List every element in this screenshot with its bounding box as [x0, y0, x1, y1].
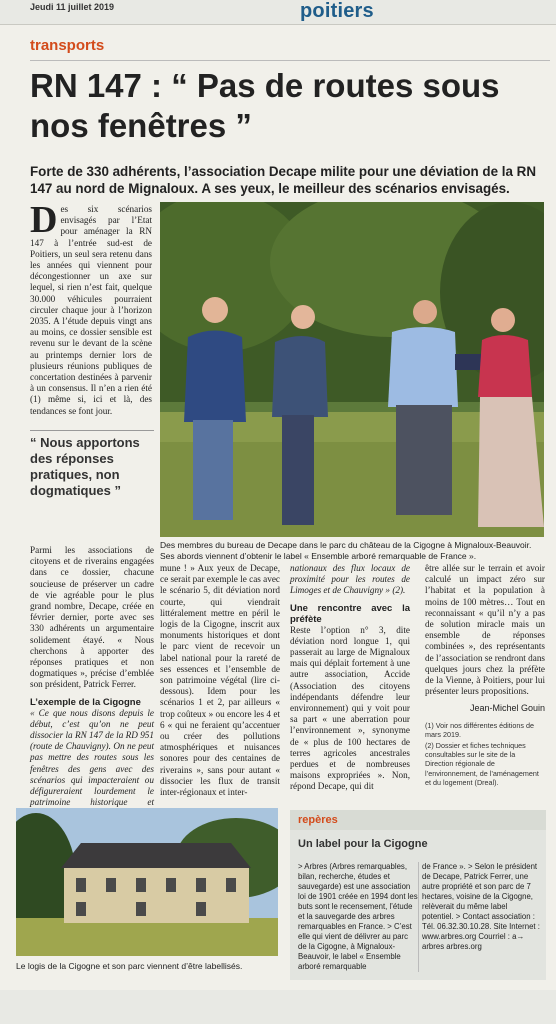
section-kicker: transports	[30, 37, 105, 54]
divider	[30, 60, 550, 61]
reperes-right-column: de France ». > Selon le président de Decape, Patrick Ferrer, une autre propriété et son parc de 7 hectares, voisine de la Cigogne, relèverait du même label potentiel. > Contact association : Tél. 06.32.30.10.28. Site Internet : www.arbres.org Courriel : a→ arbres arbres.org	[422, 862, 540, 951]
page-footer	[0, 990, 556, 1024]
reperes-title: Un label pour la Cigogne	[298, 838, 428, 850]
column-3-text-a: nationaux des flux locaux de proximité pour les routes de Limoges et de Chauvigny » (2).	[290, 563, 410, 596]
chateau-photo	[16, 808, 278, 956]
section-town: poitiers	[300, 0, 374, 22]
byline: Jean-Michel Gouin	[469, 703, 545, 714]
group-photo	[160, 202, 544, 537]
page-header	[0, 0, 556, 25]
reperes-divider	[418, 862, 419, 972]
column-4-text: être allée sur le terrain et avoir calculé un impact zéro sur l’habitat et la population à moins de 100 mètres… Tout en reconnaissant « qu’il n’y a pas de solution miracle mais un ensemble de réponses combinées », des représentants de l’association se rendront dans quelques jours chez la préfète de la Vienne, à Poitiers, pour lui présenter leurs propositions.	[425, 563, 545, 697]
pull-quote-text: “ Nous apportons des réponses pratiques, non dogmatiques ”	[30, 435, 140, 498]
column-3	[290, 563, 410, 793]
column-4	[425, 563, 545, 787]
drop-cap: D	[30, 199, 58, 241]
column-1-text-b: « Ce que nous disons depuis le début, c’est qu’on ne peut dissocier la RN 147 de la RD 951 (route de Chauvigny). On ne peut pas mettre des routes sous les fenêtres des gens avec des scénarios qui impacteraient ou défigureraient lourdement le patrimoine historique et	[30, 707, 154, 808]
subhead-prefete: Une rencontre avec la préfète	[290, 602, 410, 625]
headline: RN 147 : “ Pas de routes sous nos fenêtres ”	[30, 67, 500, 144]
reperes-box	[290, 810, 546, 980]
photo-caption: Des membres du bureau de Decape dans le parc du château de la Cigogne à Mignaloux-Beauvoir. Ses abords viennent d’obtenir le label « Ensemble arboré remarquable de France ».	[160, 540, 532, 561]
pull-quote	[30, 430, 154, 499]
intro-paragraph	[30, 199, 152, 417]
chateau-photo-caption: Le logis de la Cigogne et son parc viennent d’être labellisés.	[16, 961, 243, 971]
subhead-cigogne: L’exemple de la Cigogne	[30, 696, 141, 708]
column-1-text: Parmi les associations de citoyens et de riverains engagées dans ce dossier, chacune soucieuse de préserver un cadre de vie agréable pour le plus grand nombre, Decape, créée en février dernier, porte avec ses 330 adhérents un argumentaire solidement étayé. « Nous cherchons à apporter des réponses pratiques et non dogmatiques », précise d’emblée son président, Patrick Ferrer.	[30, 545, 154, 690]
column-1	[30, 545, 154, 820]
edition-date: Jeudi 11 juillet 2019	[30, 2, 115, 12]
intro-text: es six scénarios envisagés par l’Etat pour aménager la RN 147 à l’entrée sud-est de Poitiers, un seul sera retenu dans les années qui viennent pour décongestionner un axe sur lequel, si rien n’est fait, quelque 30.000 véhicules pourraient circuler chaque jour à l’horizon 2035. A l’étude depuis vingt ans au moins, ce dossier sensible est revenu sur le devant de la scène au printemps dernier lors de plusieurs réunions publiques de concertation destinées à parvenir à un consensus. Il n’en a rien été (1) même si, ici et là, des tendances se font jour.	[30, 204, 152, 416]
reperes-label: repères	[290, 810, 546, 830]
column-2: mune ! » Aux yeux de Decape, ce serait par exemple le cas avec le scénario 5, dit déviation nord courte, qui viendrait littéralement mettre en péril le logis de la Cigogne, inscrit aux monuments historiques et dont le parc vient de recevoir un label national pour la rareté de ses essences et l’ensemble de son patrimoine végétal (lire ci-dessous). Idem pour les scénarios 1 et 2, par ailleurs « trop coûteux » ou encore les 4 et 6 « qui ne feraient qu’accentuer ou créer des pollutions atmosphériques et nuisances sonores pour des centaines de riverains », sans pour autant « dissocier les flux de transit inter-régionaux et inter-	[160, 563, 280, 798]
footnote-2: (2) Dossier et fiches techniques consultables sur le site de la Direction régionale de l’environnement, de l’aménagement et du logement (Dreal).	[425, 741, 539, 787]
standfirst: Forte de 330 adhérents, l’association Decape milite pour une déviation de la RN 147 au nord de Mignaloux. A ses yeux, le meilleur des scénarios envisagés.	[30, 164, 537, 196]
column-3-text-b: Reste l’option n° 3, dite déviation nord longue 1, qui passerait au large de Mignaloux mais qui déplait fortement à une autre association, Accide (Association des citoyens indépendants défendre leur environnement) qui y voit pour sa part « une aberration pour l’environnement », synonyme de « plus de 100 hectares de terres agricoles ancestrales perdues et de nombreuses maisons expropriées ». Non, répond Decape, qui dit	[290, 624, 410, 792]
reperes-left-column: > Arbres (Arbres remarquables, bilan, recherche, études et sauvegarde) est une association loi de 1901 créée en 1994 dont les buts sont le recensement, l’étude et la sauvegarde des arbres remarquables en France. > C’est elle qui vient de délivrer au parc de la Cigogne, à Mignaloux-Beauvoir, le label « Ensemble arboré remarquable	[298, 862, 418, 971]
footnote-1: (1) Voir nos différentes éditions de mars 2019.	[425, 720, 534, 739]
